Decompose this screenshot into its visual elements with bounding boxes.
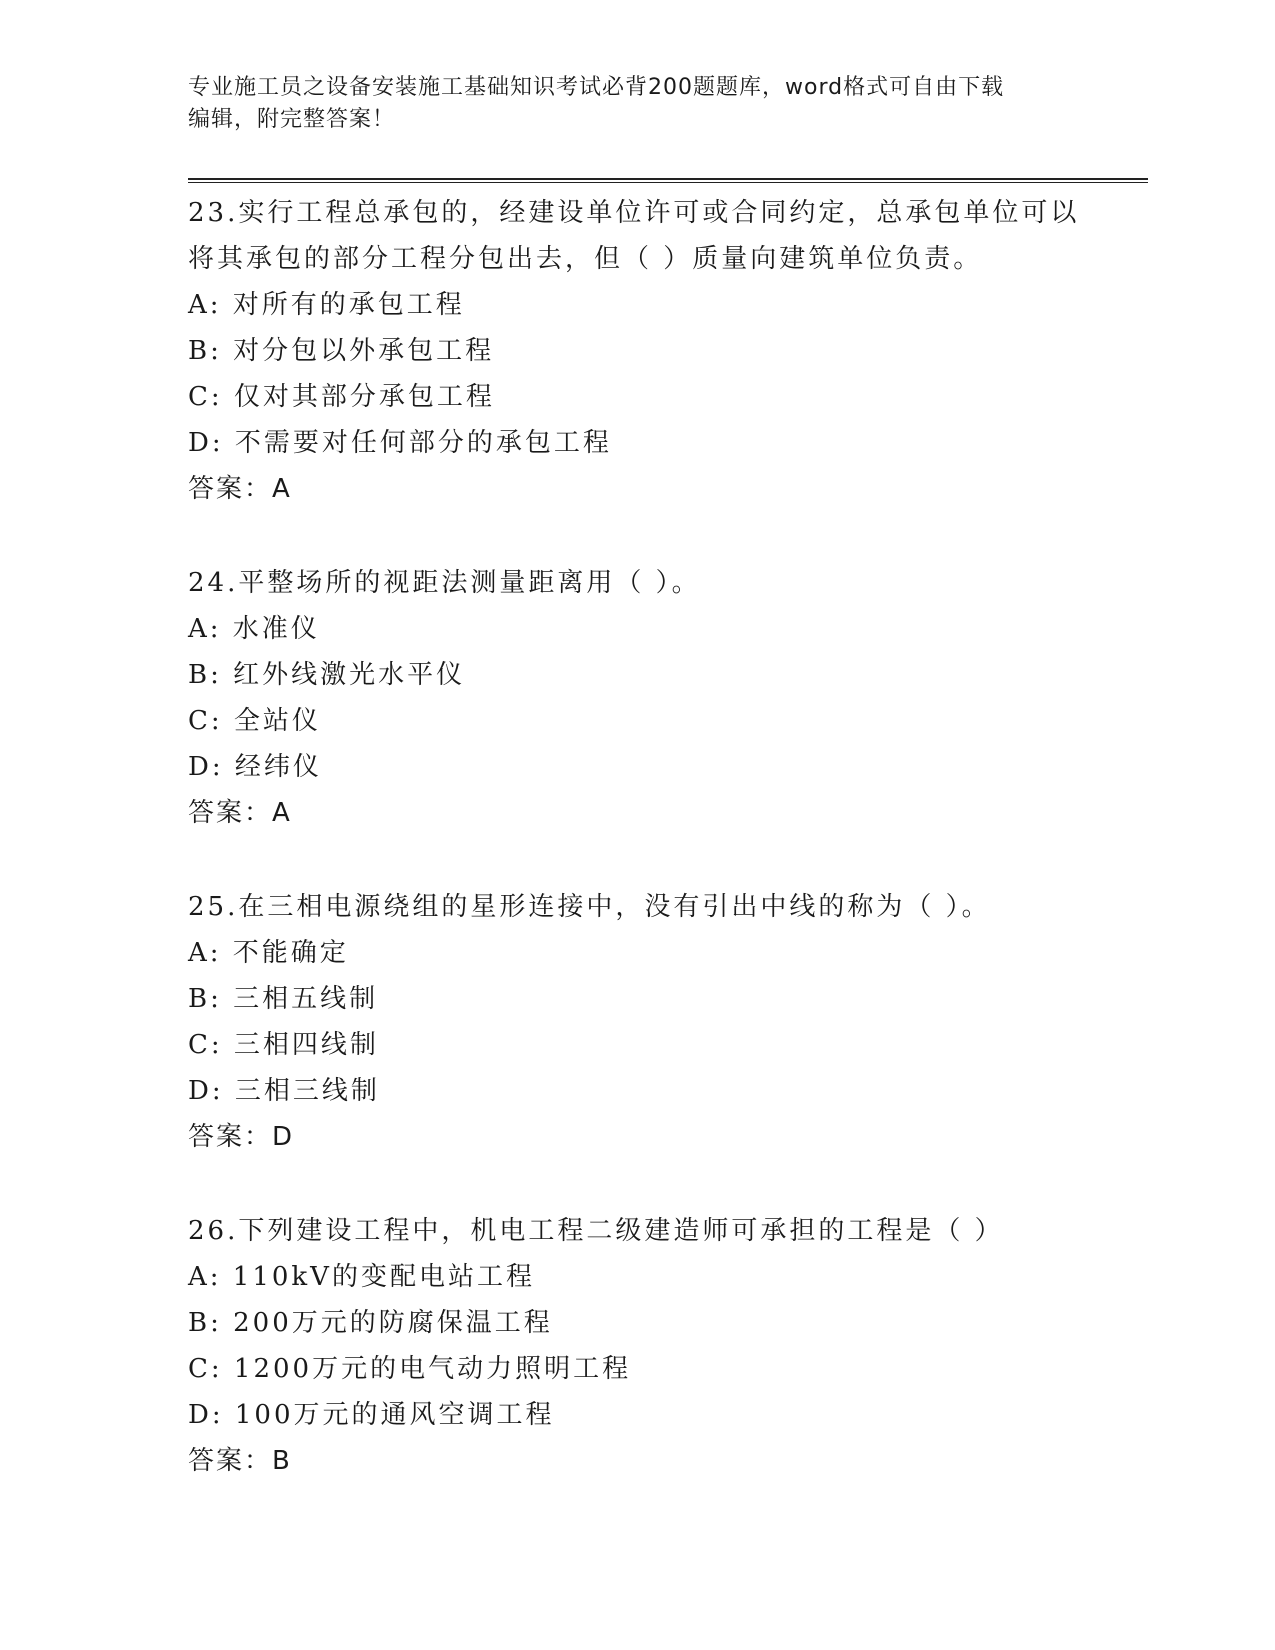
option-c: C: 全站仪 (188, 706, 321, 736)
header-line-1: 专业施工员之设备安装施工基础知识考试必背200题题库，word格式可自由下载 (188, 75, 1005, 100)
answer-label: 答案：A (188, 798, 292, 828)
header-divider (188, 178, 1148, 183)
document-header (188, 72, 1088, 136)
option-d: D: 不需要对任何部分的承包工程 (188, 428, 612, 458)
question-stem (188, 1208, 1148, 1254)
option-d: D: 100万元的通风空调工程 (188, 1400, 555, 1430)
question-24 (188, 560, 1148, 836)
stem-line: 24.平整场所的视距法测量距离用（ ）。 (188, 568, 701, 598)
option-c: C: 仅对其部分承包工程 (188, 382, 495, 412)
question-list (188, 190, 1148, 1532)
option-b: B: 200万元的防腐保温工程 (188, 1308, 553, 1338)
question-stem (188, 190, 1148, 282)
option-c: C: 三相四线制 (188, 1030, 379, 1060)
answer-label: 答案：B (188, 1446, 292, 1476)
option-a: A: 水准仪 (188, 614, 320, 644)
option-d: D: 三相三线制 (188, 1076, 380, 1106)
answer-label: 答案：A (188, 474, 292, 504)
option-b: B: 对分包以外承包工程 (188, 336, 495, 366)
question-25 (188, 884, 1148, 1160)
answer-label: 答案：D (188, 1122, 295, 1152)
option-b: B: 红外线激光水平仪 (188, 660, 466, 690)
option-a: A: 对所有的承包工程 (188, 290, 465, 320)
option-c: C: 1200万元的电气动力照明工程 (188, 1354, 632, 1384)
option-a: A: 110kV的变配电站工程 (188, 1262, 535, 1292)
stem-line: 将其承包的部分工程分包出去，但（ ）质量向建筑单位负责。 (188, 244, 983, 274)
header-line-2: 编辑，附完整答案！ (188, 107, 396, 132)
question-stem (188, 884, 1148, 930)
option-d: D: 经纬仪 (188, 752, 322, 782)
stem-line: 23.实行工程总承包的，经建设单位许可或合同约定，总承包单位可以 (188, 198, 1080, 228)
question-stem (188, 560, 1148, 606)
stem-line: 25.在三相电源绕组的星形连接中，没有引出中线的称为（ ）。 (188, 892, 991, 922)
option-b: B: 三相五线制 (188, 984, 379, 1014)
question-23 (188, 190, 1148, 512)
option-a: A: 不能确定 (188, 938, 349, 968)
question-26 (188, 1208, 1148, 1484)
stem-line: 26.下列建设工程中，机电工程二级建造师可承担的工程是（ ） (188, 1216, 1004, 1246)
